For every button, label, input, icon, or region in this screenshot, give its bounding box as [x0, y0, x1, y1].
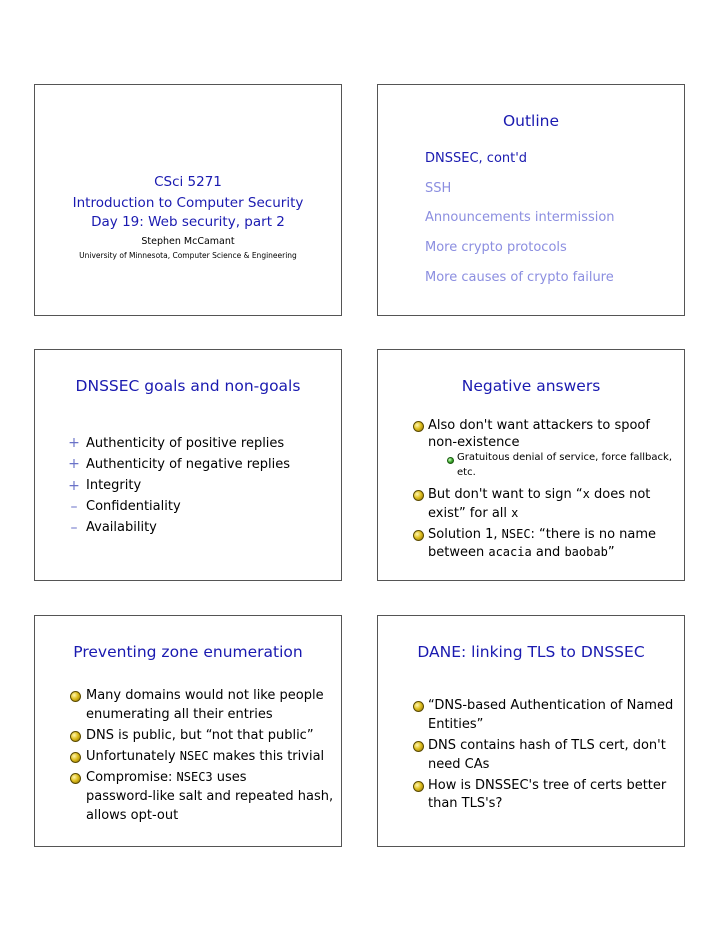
plus-icon: + [68, 435, 80, 451]
text-run: uses [212, 770, 247, 785]
goal-item: Authenticity of positive replies [86, 436, 285, 451]
text-run: and [531, 545, 565, 560]
bullet-icon [70, 752, 81, 763]
bullet-text: Many domains would not like people [86, 688, 324, 703]
slide-zone-enumeration [34, 615, 342, 847]
bullet-text: How is DNSSEC's tree of certs better [428, 778, 667, 793]
text-run: But don't want to sign “ [428, 487, 583, 502]
text-run: : “there is no name [530, 527, 657, 542]
plus-icon: + [68, 456, 80, 472]
slide-heading: DANE: linking TLS to DNSSEC [417, 643, 645, 661]
bullet-text [428, 485, 650, 505]
bullet-icon [413, 781, 424, 792]
sub-bullet-icon [447, 457, 454, 464]
code-nsec: NSEC [179, 749, 209, 763]
bullet-text [428, 525, 656, 545]
text-run: ” [607, 545, 615, 560]
bullet-text [86, 768, 247, 788]
course-number: CSci 5271 [154, 174, 222, 190]
bullet-icon [413, 741, 424, 752]
outline-item: More causes of crypto failure [425, 270, 614, 285]
math-x: x [511, 506, 519, 520]
bullet-text [428, 543, 615, 563]
slide-heading: Negative answers [461, 377, 601, 395]
slide-negative-answers [377, 349, 685, 581]
text-run: Solution 1, [428, 527, 502, 542]
text-run: Compromise: [86, 770, 177, 785]
bullet-text: DNS contains hash of TLS cert, don't [428, 738, 666, 753]
sub-bullet-text: Gratuitous denial of service, force fallback, [457, 452, 672, 463]
outline-item: Announcements intermission [425, 210, 615, 225]
bullet-text: Entities” [428, 717, 484, 732]
bullet-text: than TLS's? [428, 796, 503, 811]
slide-heading: Preventing zone enumeration [73, 643, 303, 661]
bullet-text: Also don't want attackers to spoof [428, 418, 650, 433]
slide-heading: Outline [502, 112, 560, 130]
bullet-icon [413, 490, 424, 501]
slide-outline [377, 84, 685, 316]
minus-icon: – [70, 520, 78, 536]
bullet-icon [413, 530, 424, 541]
bullet-text: enumerating all their entries [86, 707, 273, 722]
bullet-text: need CAs [428, 757, 490, 772]
goal-item: Confidentiality [86, 499, 181, 514]
author: Stephen McCamant [141, 236, 235, 247]
text-run: does not [589, 487, 651, 502]
code-nsec3: NSEC3 [176, 770, 213, 784]
goal-item: Availability [86, 520, 157, 535]
outline-item: DNSSEC, cont'd [425, 151, 528, 166]
sub-bullet-text: etc. [457, 467, 476, 478]
course-title: Introduction to Computer Security [72, 195, 304, 211]
code-baobab: baobab [564, 545, 608, 559]
slide-title [34, 84, 342, 316]
math-x: x [582, 487, 590, 501]
text-run: exist” for all [428, 506, 512, 521]
bullet-text: DNS is public, but “not that public” [86, 728, 314, 743]
code-acacia: acacia [488, 545, 532, 559]
goal-item: Integrity [86, 478, 142, 493]
bullet-text: allows opt-out [86, 808, 179, 823]
outline-item: SSH [425, 181, 452, 196]
text-run: between [428, 545, 489, 560]
plus-icon: + [68, 478, 80, 494]
minus-icon: – [70, 499, 78, 515]
slide-dane [377, 615, 685, 847]
bullet-text [428, 504, 518, 524]
bullet-icon [413, 701, 424, 712]
goal-item: Authenticity of negative replies [86, 457, 291, 472]
text-run: Unfortunately [86, 749, 180, 764]
affiliation: University of Minnesota, Computer Science & Engineering [79, 251, 297, 260]
text-run: makes this trivial [208, 749, 325, 764]
bullet-text: “DNS-based Authentication of Named [428, 698, 674, 713]
bullet-text: non-existence [428, 435, 520, 450]
outline-item: More crypto protocols [425, 240, 567, 255]
code-nsec: NSEC [501, 527, 531, 541]
bullet-icon [413, 421, 424, 432]
bullet-text: password-like salt and repeated hash, [86, 789, 334, 804]
slide-dnssec-goals [34, 349, 342, 581]
bullet-icon [70, 773, 81, 784]
bullet-text [86, 747, 324, 767]
slide-heading: DNSSEC goals and non-goals [75, 377, 301, 395]
bullet-icon [70, 691, 81, 702]
lecture-title: Day 19: Web security, part 2 [91, 214, 285, 230]
bullet-icon [70, 731, 81, 742]
